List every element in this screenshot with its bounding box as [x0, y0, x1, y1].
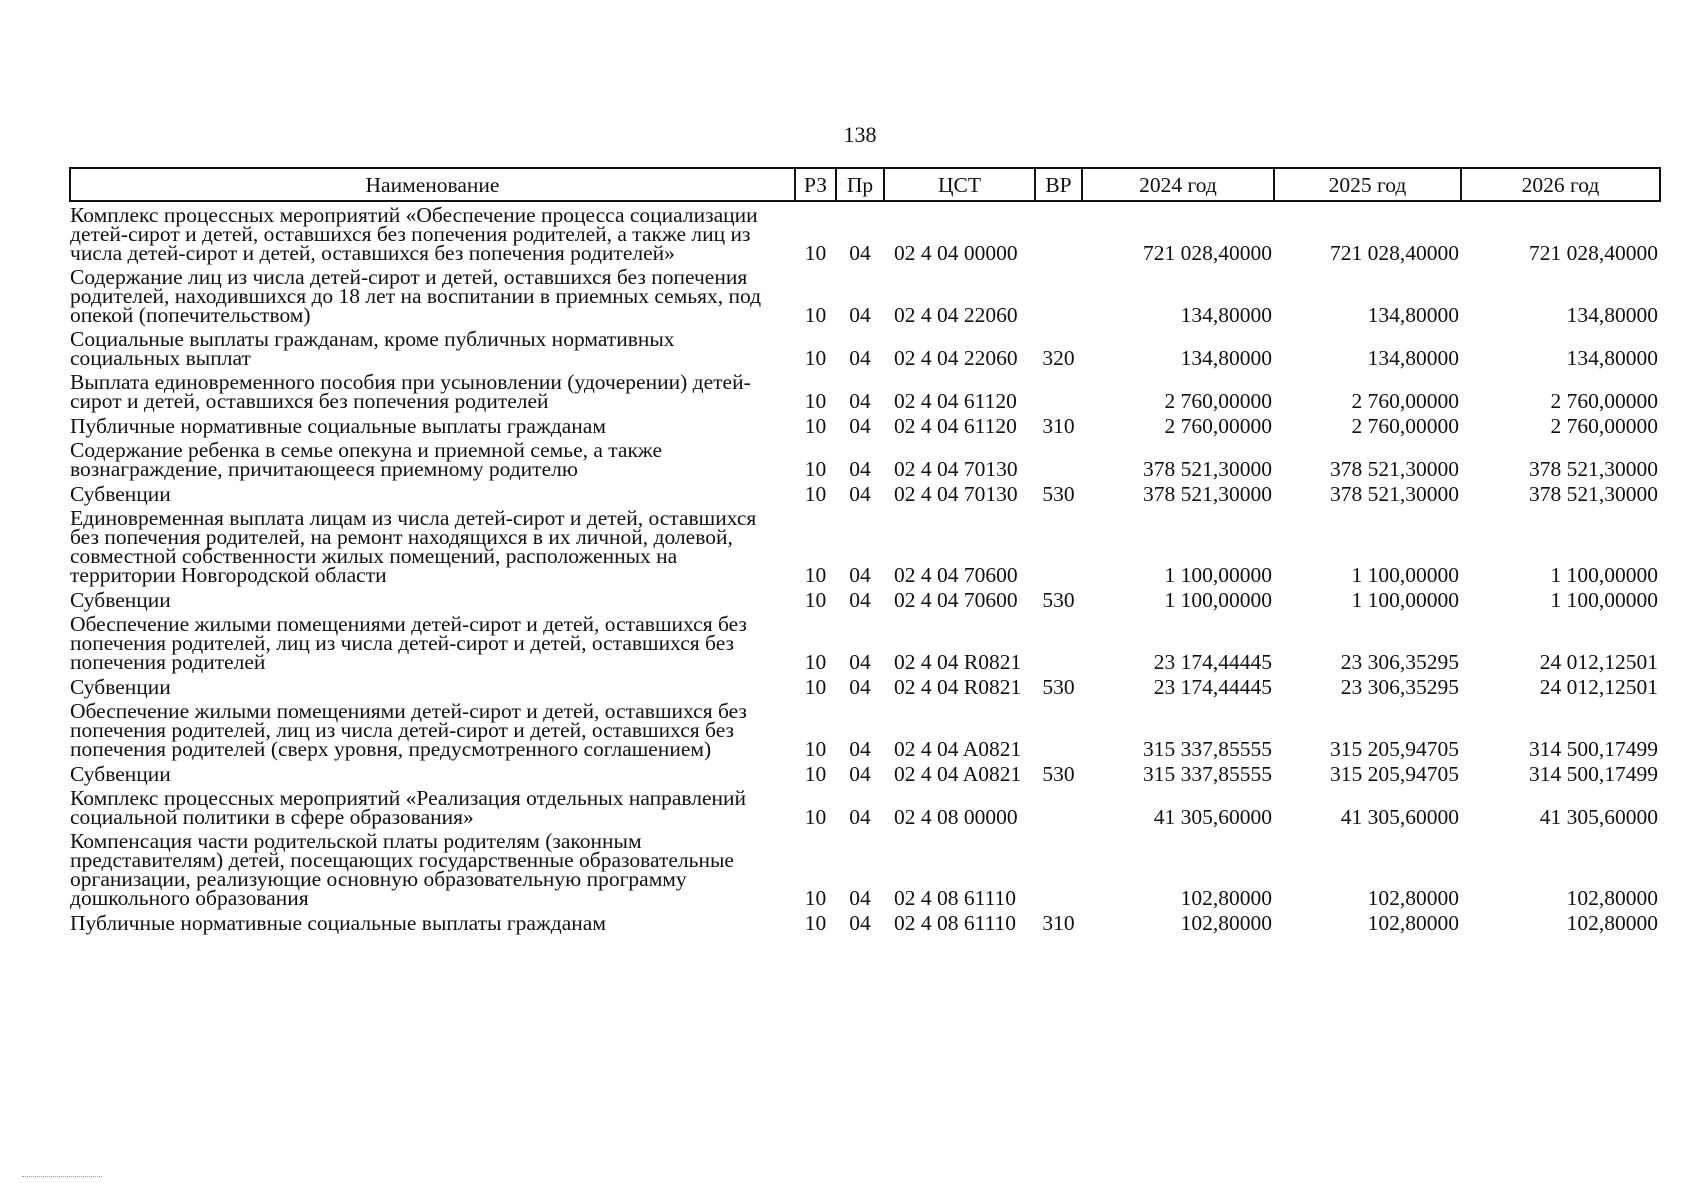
table-row	[70, 673, 1660, 698]
table-row	[70, 264, 1660, 326]
cell-2025: 315 205,94705	[1330, 737, 1459, 761]
cell-cst: 02 4 08 61110	[894, 886, 1017, 910]
header-vr: ВР	[1035, 168, 1082, 201]
table-row	[70, 505, 1660, 586]
cell-pr: 04	[849, 588, 871, 612]
cell-vr	[1035, 369, 1082, 412]
cell-2025: 2 760,00000	[1351, 389, 1459, 413]
cell-name: Единовременная выплата лицам из числа детей-сирот и детей, оставшихся без попечения родителей, на ремонт находящихся в их личной, долевой, совместной собственности жилых помещений, расположенных на территории Новгородской области	[70, 506, 757, 587]
cell-2025: 378 521,30000	[1330, 482, 1459, 506]
table-row	[70, 326, 1660, 369]
cell-cst: 02 4 04 22060	[894, 303, 1018, 327]
table-row	[70, 698, 1660, 760]
cell-cst: 02 4 04 A0821	[894, 737, 1022, 761]
header-pr: Пр	[836, 168, 884, 201]
table-row	[70, 785, 1660, 828]
cell-rz: 10	[804, 911, 827, 935]
cell-vr: 310	[1042, 414, 1075, 438]
cell-cst: 02 4 04 A0821	[894, 762, 1022, 786]
table-row	[70, 909, 1660, 934]
cell-2026: 134,80000	[1566, 303, 1658, 327]
cell-name: Комплекс процессных мероприятий «Реализация отдельных направлений социальной политики в сфере образования»	[70, 786, 747, 829]
cell-name: Компенсация части родительской платы родителям (законным представителям) детей, посещающих государственные образовательные организации, реализующие основную образовательную программу дошкольного образования	[70, 829, 734, 910]
table-row	[70, 828, 1660, 909]
cell-2026: 24 012,12501	[1539, 675, 1658, 699]
cell-2026: 24 012,12501	[1539, 650, 1658, 674]
cell-rz: 10	[804, 762, 827, 786]
cell-cst: 02 4 04 22060	[894, 346, 1018, 370]
cell-2026: 2 760,00000	[1550, 414, 1658, 438]
cell-cst: 02 4 04 R0821	[894, 650, 1022, 674]
table-row	[70, 437, 1660, 480]
cell-2026: 102,80000	[1566, 911, 1658, 935]
cell-2025: 102,80000	[1367, 911, 1459, 935]
cell-rz: 10	[804, 482, 827, 506]
cell-2024: 23 174,44445	[1153, 675, 1272, 699]
cell-2025: 2 760,00000	[1351, 414, 1459, 438]
table-row	[70, 412, 1660, 437]
cell-2026: 134,80000	[1566, 346, 1658, 370]
header-rz: РЗ	[795, 168, 836, 201]
cell-2024: 378 521,30000	[1143, 482, 1272, 506]
cell-vr	[1035, 505, 1082, 586]
cell-rz: 10	[804, 675, 827, 699]
table-body	[70, 201, 1660, 934]
cell-vr	[1035, 785, 1082, 828]
cell-pr: 04	[849, 414, 871, 438]
cell-2024: 23 174,44445	[1153, 650, 1272, 674]
header-cst: ЦСТ	[884, 168, 1035, 201]
table-row	[70, 480, 1660, 505]
cell-cst: 02 4 04 00000	[894, 241, 1018, 265]
cell-name: Субвенции	[70, 482, 171, 506]
cell-name: Содержание лиц из числа детей-сирот и детей, оставшихся без попечения родителей, находившихся до 18 лет на воспитании в приемных семьях, под опекой (попечительством)	[70, 265, 762, 327]
table-header-row	[70, 168, 1660, 201]
cell-vr	[1035, 437, 1082, 480]
cell-cst: 02 4 04 70130	[894, 482, 1018, 506]
header-2026: 2026 год	[1461, 168, 1660, 201]
cell-2025: 378 521,30000	[1330, 457, 1459, 481]
cell-2026: 314 500,17499	[1529, 737, 1658, 761]
cell-2026: 1 100,00000	[1550, 588, 1658, 612]
cell-rz: 10	[804, 805, 827, 829]
cell-vr	[1035, 611, 1082, 673]
cell-name: Выплата единовременного пособия при усыновлении (удочерении) детей-сирот и детей, оставшихся без попечения родителей	[70, 370, 751, 413]
cell-cst: 02 4 04 70600	[894, 563, 1018, 587]
cell-2026: 41 305,60000	[1539, 805, 1658, 829]
cell-pr: 04	[849, 911, 871, 935]
table-row	[70, 369, 1660, 412]
cell-2025: 41 305,60000	[1340, 805, 1459, 829]
cell-2025: 721 028,40000	[1330, 241, 1459, 265]
cell-rz: 10	[804, 414, 827, 438]
cell-vr	[1035, 264, 1082, 326]
cell-name: Содержание ребенка в семье опекуна и приемной семье, а также вознаграждение, причитающееся приемному родителю	[70, 438, 663, 481]
cell-rz: 10	[804, 389, 827, 413]
cell-name: Обеспечение жилыми помещениями детей-сирот и детей, оставшихся без попечения родителей, лиц из числа детей-сирот и детей, оставшихся без попечения родителей (сверх уровня, предусмотренного соглашением)	[70, 699, 747, 761]
cell-name: Обеспечение жилыми помещениями детей-сирот и детей, оставшихся без попечения родителей, лиц из числа детей-сирот и детей, оставшихся без попечения родителей	[70, 612, 747, 674]
cell-2024: 102,80000	[1180, 911, 1272, 935]
cell-name: Субвенции	[70, 588, 171, 612]
cell-2026: 1 100,00000	[1550, 563, 1658, 587]
header-2025: 2025 год	[1274, 168, 1461, 201]
cell-vr: 320	[1042, 346, 1075, 370]
cell-2025: 134,80000	[1367, 303, 1459, 327]
cell-cst: 02 4 08 61110	[894, 911, 1017, 935]
cell-2024: 721 028,40000	[1143, 241, 1272, 265]
header-2024: 2024 год	[1082, 168, 1274, 201]
cell-2026: 2 760,00000	[1550, 389, 1658, 413]
cell-rz: 10	[804, 457, 827, 481]
cell-vr: 530	[1042, 762, 1075, 786]
scan-artifact	[22, 1176, 102, 1178]
cell-pr: 04	[849, 482, 871, 506]
cell-rz: 10	[804, 650, 827, 674]
cell-pr: 04	[849, 762, 871, 786]
cell-2024: 378 521,30000	[1143, 457, 1272, 481]
cell-2024: 102,80000	[1180, 886, 1272, 910]
cell-rz: 10	[804, 588, 827, 612]
cell-rz: 10	[804, 346, 827, 370]
cell-cst: 02 4 04 61120	[894, 414, 1017, 438]
cell-pr: 04	[849, 241, 871, 265]
cell-vr: 530	[1042, 675, 1075, 699]
cell-2024: 1 100,00000	[1164, 563, 1272, 587]
cell-pr: 04	[849, 303, 871, 327]
cell-2026: 314 500,17499	[1529, 762, 1658, 786]
budget-table	[69, 167, 1661, 934]
cell-name: Социальные выплаты гражданам, кроме публичных нормативных социальных выплат	[70, 327, 675, 370]
cell-2026: 378 521,30000	[1529, 457, 1658, 481]
cell-vr	[1035, 201, 1082, 264]
cell-pr: 04	[849, 675, 871, 699]
cell-2024: 315 337,85555	[1143, 737, 1272, 761]
cell-pr: 04	[849, 389, 871, 413]
cell-2024: 315 337,85555	[1143, 762, 1272, 786]
cell-vr: 310	[1042, 911, 1075, 935]
page-number: 138	[843, 122, 877, 147]
cell-2025: 23 306,35295	[1340, 650, 1459, 674]
cell-rz: 10	[804, 303, 827, 327]
cell-rz: 10	[804, 241, 827, 265]
cell-pr: 04	[849, 457, 871, 481]
table-row	[70, 760, 1660, 785]
cell-cst: 02 4 08 00000	[894, 805, 1018, 829]
cell-vr	[1035, 828, 1082, 909]
cell-2025: 315 205,94705	[1330, 762, 1459, 786]
cell-rz: 10	[804, 563, 827, 587]
cell-2026: 378 521,30000	[1529, 482, 1658, 506]
cell-cst: 02 4 04 61120	[894, 389, 1017, 413]
cell-name: Комплекс процессных мероприятий «Обеспечение процесса социализации детей-сирот и детей, оставшихся без попечения родителей, а также лиц из числа детей-сирот и детей, оставшихся без попечения родителей»	[70, 203, 758, 265]
cell-cst: 02 4 04 70600	[894, 588, 1018, 612]
cell-pr: 04	[849, 563, 871, 587]
cell-2025: 134,80000	[1367, 346, 1459, 370]
cell-vr: 530	[1042, 588, 1075, 612]
cell-cst: 02 4 04 70130	[894, 457, 1018, 481]
cell-2024: 1 100,00000	[1164, 588, 1272, 612]
cell-name: Публичные нормативные социальные выплаты гражданам	[70, 911, 606, 935]
cell-2024: 2 760,00000	[1164, 389, 1272, 413]
cell-rz: 10	[804, 886, 827, 910]
header-name: Наименование	[70, 168, 795, 201]
cell-name: Публичные нормативные социальные выплаты гражданам	[70, 414, 606, 438]
cell-name: Субвенции	[70, 762, 171, 786]
cell-2025: 23 306,35295	[1340, 675, 1459, 699]
cell-vr: 530	[1042, 482, 1075, 506]
cell-2025: 1 100,00000	[1351, 588, 1459, 612]
cell-pr: 04	[849, 346, 871, 370]
cell-pr: 04	[849, 886, 871, 910]
table-row	[70, 586, 1660, 611]
cell-vr	[1035, 698, 1082, 760]
cell-2026: 721 028,40000	[1529, 241, 1658, 265]
cell-2024: 41 305,60000	[1153, 805, 1272, 829]
cell-pr: 04	[849, 650, 871, 674]
cell-cst: 02 4 04 R0821	[894, 675, 1022, 699]
cell-pr: 04	[849, 737, 871, 761]
cell-2024: 134,80000	[1180, 346, 1272, 370]
cell-2024: 2 760,00000	[1164, 414, 1272, 438]
table-row	[70, 201, 1660, 264]
cell-rz: 10	[804, 737, 827, 761]
cell-pr: 04	[849, 805, 871, 829]
table-row	[70, 611, 1660, 673]
cell-2025: 102,80000	[1367, 886, 1459, 910]
cell-2024: 134,80000	[1180, 303, 1272, 327]
cell-2026: 102,80000	[1566, 886, 1658, 910]
cell-2025: 1 100,00000	[1351, 563, 1459, 587]
cell-name: Субвенции	[70, 675, 171, 699]
